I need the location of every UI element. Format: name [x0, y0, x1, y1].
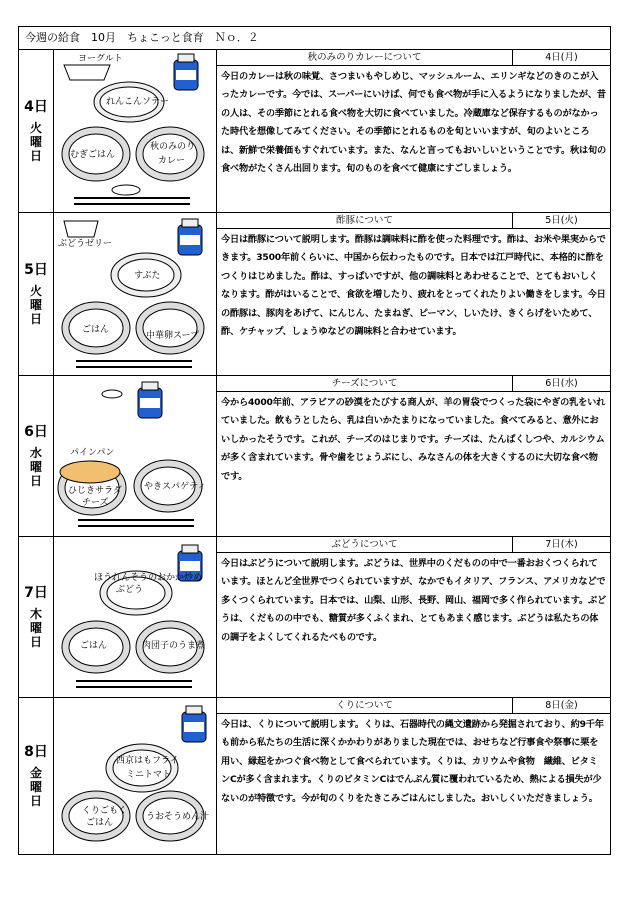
weekday: 火曜日 — [30, 284, 43, 326]
meal-illustration — [54, 213, 217, 375]
food-label: ぶどう — [116, 585, 144, 595]
day-row — [19, 213, 610, 376]
day-row — [19, 50, 610, 213]
topic-panel — [217, 376, 610, 536]
day-label — [19, 50, 54, 212]
food-label: カレー — [158, 156, 186, 166]
food-label: チーズ — [82, 498, 109, 508]
food-label: すぶた — [134, 271, 161, 281]
tray-drawing — [54, 537, 216, 697]
day-label — [19, 698, 54, 854]
food-label: 西京はもフライ — [116, 756, 179, 766]
meal-illustration — [54, 698, 217, 854]
weekday: 火曜日 — [30, 121, 43, 163]
day-row — [19, 537, 610, 698]
day-number: 4日 — [24, 99, 48, 115]
food-label: れんこんソテー — [106, 97, 170, 107]
food-label: 秋のみのり — [150, 142, 196, 152]
day-row — [19, 376, 610, 537]
food-label: ヨーグルト — [78, 54, 123, 64]
topic-panel — [217, 698, 610, 854]
topic-panel — [217, 537, 610, 697]
food-label: パインパン — [70, 448, 115, 458]
day-number: 5日 — [24, 262, 48, 278]
topic-text: 今日は酢豚について説明します。酢豚は調味料に酢を使った料理です。酢は、お米や果実からできます。3500年前くらいに、中国から伝わったものです。日本では江戸時代に、本格的に酢をつくりはじめました。酢は、すっぱいですが、他の調味料とあわせることで、とてもおいしくなります。酢がはいることで、食欲を増したり、疲れをとってくれたりよい働きをします。今日の酢豚は、豚肉をあげて、にんじん、たまねぎ、ピーマン、しいたけ、きくらげをいためて、酢、ケチャップ、しょうゆなどの調味料と合わせています。 — [221, 234, 606, 338]
topic-text: 今日は、くりについて説明します。くりは、石器時代の縄文遺跡から発掘されており、約9千年も前から私たちの生活に深くかかわりがありました現在では、おせちなど行事食や祭事に栗を用い、縁起をかつぐ食べ物として食べられています。くりは、カリウムや食物 繊維、ビタミンCが多く含まれます。くりのビタミンCはでんぷん質に覆われているため、熱による損失が少ないのが特徴です。今が旬のくりをたきこみごはんにしました。おいしくいただきましょう。 — [221, 719, 604, 804]
food-label: ほうれんそうのおかか炒め — [94, 573, 203, 583]
topic-text: 今日のカレーは秋の味覚、さつまいもやしめじ、マッシュルーム、エリンギなどのきのこが入ったカレーです。今では、スーパーにいけば、何でも食べ物が手に入るようになりましたが、昔の人は、その季節にとれる食べ物を大切に食べていました。冷蔵庫など保存するものがなかった時代を想像してみてください。その季節にとれるものを旬といいますが、旬のよいところは、新鮮で栄養価もすぐれています。また、なんと言ってもおいしいということです。秋は旬の食べ物がたくさん出回ります。旬のものを食べて健康にすごしましょう。 — [221, 71, 606, 175]
food-label: 肉団子のうま煮 — [142, 641, 206, 651]
page-title: 今週の給食 10月 ちょこっと食育 Ｎｏ．２ — [19, 27, 610, 50]
food-label: 中華卵スープ — [146, 331, 200, 341]
day-row — [19, 698, 610, 854]
tray-drawing — [54, 50, 216, 212]
topic-panel — [217, 213, 610, 375]
food-label: ひじきサラダ — [68, 486, 122, 496]
topic-title: くりについて — [217, 698, 513, 713]
topic-date: 5日(火) — [545, 215, 578, 226]
weekday: 木曜日 — [30, 607, 43, 649]
meal-illustration — [54, 376, 217, 536]
weekday: 金曜日 — [30, 766, 43, 808]
food-label: うおそうめん汁 — [146, 812, 210, 822]
food-label: ごはん — [82, 325, 110, 335]
topic-panel — [217, 50, 610, 212]
food-label: ミニトマト — [126, 770, 172, 780]
day-number: 6日 — [24, 424, 48, 440]
day-label — [19, 376, 54, 536]
topic-title: 秋のみのりカレーについて — [217, 50, 513, 65]
topic-date: 7日(木) — [545, 539, 578, 550]
topic-text: 今から4000年前、アラビアの砂漠をたびする商人が、羊の胃袋でつくった袋にやぎの乳をいれていました。飲もうとしたら、乳は白いかたまりになっていました。食べてみると、意外においしかったそうです。これが、チーズのはじまりです。チーズは、たんぱくしつや、カルシウムが多く含まれています。骨や歯をじょうぶにし、みなさんの体を大きくするのに大切な食べ物です。 — [221, 397, 606, 482]
tray-drawing — [54, 213, 216, 375]
meal-illustration — [54, 537, 217, 697]
day-number: 7日 — [24, 585, 48, 601]
topic-date: 4日(月) — [545, 52, 578, 63]
topic-title: 酢豚について — [217, 213, 513, 228]
menu-sheet — [18, 26, 611, 855]
food-label: ごはん — [86, 818, 114, 828]
food-label: やきスパゲティ — [144, 482, 207, 492]
food-label: ごはん — [80, 641, 108, 651]
meal-illustration — [54, 50, 217, 212]
day-label — [19, 213, 54, 375]
topic-date: 6日(水) — [545, 378, 578, 389]
topic-date: 8日(金) — [545, 700, 578, 711]
topic-title: チーズについて — [217, 376, 513, 391]
weekday: 水曜日 — [30, 446, 43, 488]
food-label: ぶどうゼリー — [58, 239, 113, 249]
day-label — [19, 537, 54, 697]
topic-title: ぶどうについて — [217, 537, 513, 552]
topic-text: 今日はぶどうについて説明します。ぶどうは、世界中のくだものの中で一番おおくつくられています。ほとんど全世界でつくられていますが、なかでもイタリア、フランス、アメリカなどで多くつくられています。日本では、山梨、山形、長野、岡山、福岡で多く作られています。ぶどうは、くだものの中でも、糖質が多くふくまれ、とてもあまく感じます。ぶどうは私たちの体の調子をよくしてくれるたべものです。 — [221, 558, 606, 643]
food-label: くりごもく — [82, 806, 128, 816]
food-label: むぎごはん — [70, 150, 116, 160]
day-number: 8日 — [24, 744, 48, 760]
